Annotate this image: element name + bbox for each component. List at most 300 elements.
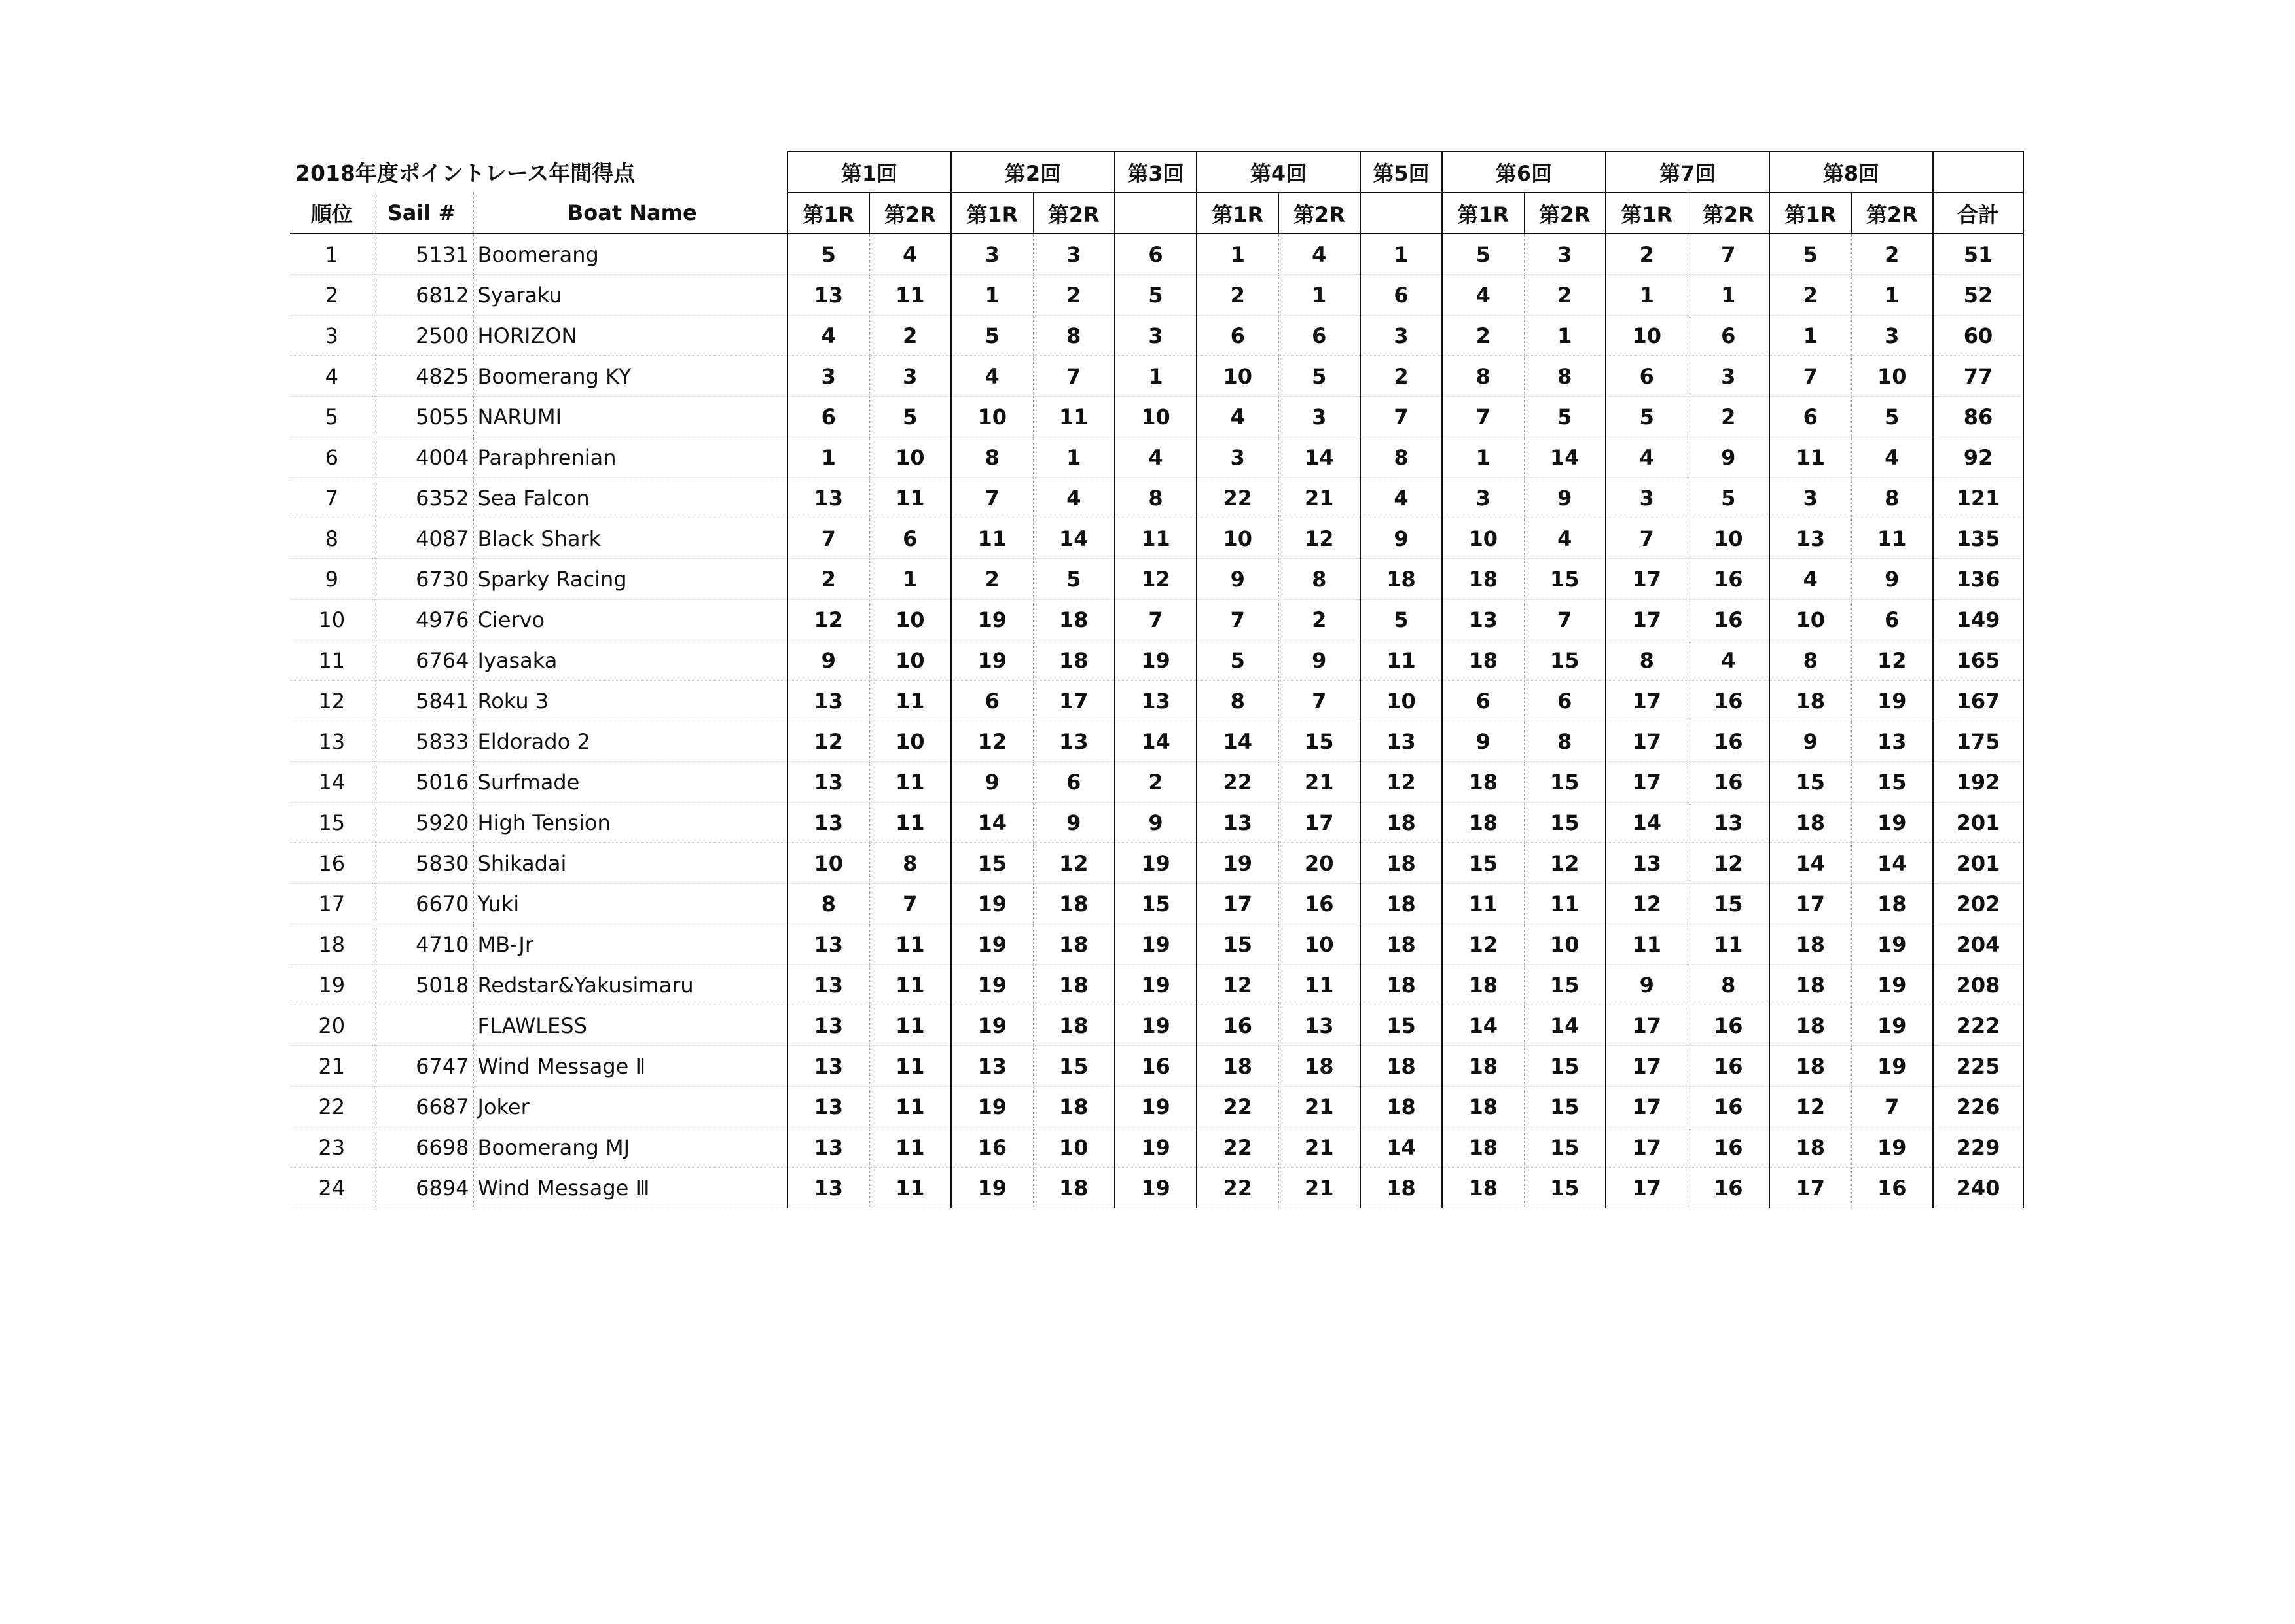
score-cell: 19 [951, 640, 1033, 681]
score-cell: 16 [1688, 762, 1769, 803]
score-cell: 11 [1851, 518, 1933, 559]
table-row [290, 600, 2023, 640]
score-cell: 11 [1360, 640, 1442, 681]
boat-name-cell: Ciervo [473, 600, 787, 640]
score-cell: 7 [1197, 600, 1278, 640]
score-cell: 16 [1278, 884, 1360, 924]
total-cell: 136 [1933, 559, 2023, 600]
total-cell: 222 [1933, 1005, 2023, 1046]
score-cell: 14 [1115, 721, 1197, 762]
table-row [290, 681, 2023, 721]
round-3-header: 第3回 [1115, 151, 1197, 192]
sail-number-cell: 6730 [374, 559, 473, 600]
score-cell: 11 [869, 275, 951, 316]
boat-name-cell: Boomerang KY [473, 356, 787, 397]
score-cell: 7 [1606, 518, 1688, 559]
score-cell: 14 [1442, 1005, 1524, 1046]
score-cell: 10 [951, 397, 1033, 437]
score-cell: 22 [1197, 1087, 1278, 1127]
score-cell: 8 [1851, 478, 1933, 518]
score-cell: 18 [1360, 843, 1442, 884]
rank-cell: 13 [290, 721, 374, 762]
boat-name-cell: Black Shark [473, 518, 787, 559]
sail-number-cell: 5018 [374, 965, 473, 1005]
rank-cell: 5 [290, 397, 374, 437]
score-cell: 6 [1033, 762, 1115, 803]
score-cell: 19 [951, 965, 1033, 1005]
score-cell: 11 [869, 965, 951, 1005]
score-cell: 18 [1033, 884, 1115, 924]
score-cell: 4 [1769, 559, 1851, 600]
boat-name-cell: Surfmade [473, 762, 787, 803]
table-row [290, 762, 2023, 803]
rank-cell: 20 [290, 1005, 374, 1046]
rank-cell: 4 [290, 356, 374, 397]
score-cell: 18 [1442, 762, 1524, 803]
score-cell: 19 [1115, 843, 1197, 884]
sail-number-cell: 4004 [374, 437, 473, 478]
sail-number-cell: 5055 [374, 397, 473, 437]
score-cell: 11 [1688, 924, 1769, 965]
score-cell: 18 [1033, 1087, 1115, 1127]
score-cell: 16 [1688, 1127, 1769, 1168]
score-cell: 4 [1115, 437, 1197, 478]
score-cell: 12 [1115, 559, 1197, 600]
score-cell: 3 [1769, 478, 1851, 518]
score-cell: 19 [1115, 1127, 1197, 1168]
score-cell: 12 [1278, 518, 1360, 559]
score-cell: 13 [1851, 721, 1933, 762]
rank-cell: 7 [290, 478, 374, 518]
table-row [290, 234, 2023, 275]
score-cell: 14 [1769, 843, 1851, 884]
score-cell: 13 [1360, 721, 1442, 762]
score-cell: 2 [1524, 275, 1606, 316]
table-row [290, 924, 2023, 965]
score-cell: 11 [1524, 884, 1606, 924]
score-cell: 18 [1360, 559, 1442, 600]
score-cell: 3 [1688, 356, 1769, 397]
score-cell: 18 [1442, 1127, 1524, 1168]
score-cell: 14 [1278, 437, 1360, 478]
sail-number-cell: 6698 [374, 1127, 473, 1168]
total-cell: 226 [1933, 1087, 2023, 1127]
score-cell: 1 [1033, 437, 1115, 478]
sail-number-cell: 4710 [374, 924, 473, 965]
total-cell: 92 [1933, 437, 2023, 478]
rank-cell: 16 [290, 843, 374, 884]
score-cell: 2 [1033, 275, 1115, 316]
rank-cell: 17 [290, 884, 374, 924]
score-cell: 15 [1524, 1127, 1606, 1168]
score-cell: 17 [1769, 884, 1851, 924]
score-cell: 12 [787, 721, 869, 762]
score-cell: 10 [1115, 397, 1197, 437]
score-cell: 8 [1442, 356, 1524, 397]
sail-number-cell: 5131 [374, 234, 473, 275]
score-cell: 7 [787, 518, 869, 559]
score-cell: 12 [1524, 843, 1606, 884]
score-cell: 3 [787, 356, 869, 397]
sail-number-cell: 2500 [374, 316, 473, 356]
score-cell: 8 [1524, 721, 1606, 762]
score-cell: 18 [1197, 1046, 1278, 1087]
score-cell: 18 [1442, 803, 1524, 843]
rank-cell: 1 [290, 234, 374, 275]
table-row [290, 397, 2023, 437]
score-cell: 18 [1442, 640, 1524, 681]
score-cell: 3 [869, 356, 951, 397]
rank-cell: 22 [290, 1087, 374, 1127]
score-cell: 18 [1033, 965, 1115, 1005]
points-table-sheet [290, 151, 2023, 1208]
score-cell: 11 [869, 803, 951, 843]
score-cell: 5 [1033, 559, 1115, 600]
score-cell: 6 [1115, 234, 1197, 275]
score-cell: 21 [1278, 1087, 1360, 1127]
score-cell: 1 [787, 437, 869, 478]
score-cell: 10 [869, 437, 951, 478]
total-cell: 52 [1933, 275, 2023, 316]
score-cell: 2 [1851, 234, 1933, 275]
score-cell: 8 [1769, 640, 1851, 681]
rank-cell: 2 [290, 275, 374, 316]
sail-number-cell: 4825 [374, 356, 473, 397]
score-cell: 7 [1115, 600, 1197, 640]
score-cell: 8 [869, 843, 951, 884]
title-row [290, 151, 2023, 192]
race-header: 第1R [1606, 192, 1688, 234]
score-cell: 18 [1769, 681, 1851, 721]
score-cell: 3 [1115, 316, 1197, 356]
column-header-row [290, 192, 2023, 234]
score-cell: 1 [1606, 275, 1688, 316]
score-cell: 18 [1769, 1127, 1851, 1168]
boat-name-cell: Roku 3 [473, 681, 787, 721]
race-header: 第1R [1442, 192, 1524, 234]
score-cell: 2 [951, 559, 1033, 600]
boat-name-cell: Sparky Racing [473, 559, 787, 600]
table-row [290, 518, 2023, 559]
race-header: 第1R [1197, 192, 1278, 234]
score-cell: 13 [1197, 803, 1278, 843]
total-cell: 77 [1933, 356, 2023, 397]
score-cell: 19 [1851, 1046, 1933, 1087]
score-cell: 15 [1033, 1046, 1115, 1087]
score-cell: 9 [787, 640, 869, 681]
score-cell: 1 [1115, 356, 1197, 397]
rank-cell: 21 [290, 1046, 374, 1087]
score-cell: 15 [1524, 1087, 1606, 1127]
score-cell: 6 [1769, 397, 1851, 437]
score-cell: 18 [1033, 600, 1115, 640]
total-cell: 165 [1933, 640, 2023, 681]
score-cell: 11 [951, 518, 1033, 559]
score-cell: 18 [1851, 884, 1933, 924]
boat-name-cell: FLAWLESS [473, 1005, 787, 1046]
score-cell: 10 [869, 600, 951, 640]
score-cell: 19 [951, 924, 1033, 965]
score-cell: 18 [1033, 640, 1115, 681]
score-cell: 15 [1851, 762, 1933, 803]
score-cell: 7 [1360, 397, 1442, 437]
boat-name-cell: Syaraku [473, 275, 787, 316]
score-cell: 9 [1278, 640, 1360, 681]
rank-cell: 24 [290, 1168, 374, 1208]
score-cell: 4 [1360, 478, 1442, 518]
score-cell: 18 [1442, 1168, 1524, 1208]
table-row [290, 1005, 2023, 1046]
score-cell: 17 [1606, 721, 1688, 762]
score-cell: 14 [1606, 803, 1688, 843]
score-cell: 18 [1769, 965, 1851, 1005]
race-header: 第1R [1769, 192, 1851, 234]
table-title: 2018年度ポイントレース年間得点 [295, 160, 636, 186]
rank-cell: 19 [290, 965, 374, 1005]
score-cell: 12 [1033, 843, 1115, 884]
score-cell: 9 [1360, 518, 1442, 559]
score-cell: 3 [1033, 234, 1115, 275]
sail-number-cell: 4087 [374, 518, 473, 559]
score-cell: 7 [1769, 356, 1851, 397]
table-row [290, 721, 2023, 762]
rank-cell: 6 [290, 437, 374, 478]
score-cell: 14 [1851, 843, 1933, 884]
score-cell: 10 [1278, 924, 1360, 965]
score-cell: 3 [1524, 234, 1606, 275]
score-cell: 12 [1442, 924, 1524, 965]
score-cell: 4 [1033, 478, 1115, 518]
score-cell: 5 [1851, 397, 1933, 437]
score-cell: 16 [1688, 1168, 1769, 1208]
score-cell: 12 [1606, 884, 1688, 924]
score-cell: 6 [1524, 681, 1606, 721]
score-cell: 15 [1769, 762, 1851, 803]
score-cell: 1 [1851, 275, 1933, 316]
boat-name-cell: Eldorado 2 [473, 721, 787, 762]
boat-name-cell: Boomerang [473, 234, 787, 275]
score-cell: 13 [1606, 843, 1688, 884]
score-cell: 13 [1115, 681, 1197, 721]
score-cell: 10 [1442, 518, 1524, 559]
score-cell: 19 [1851, 965, 1933, 1005]
score-cell: 18 [1769, 924, 1851, 965]
score-cell: 3 [1278, 397, 1360, 437]
rank-cell: 18 [290, 924, 374, 965]
sail-number-cell: 6812 [374, 275, 473, 316]
rank-cell: 14 [290, 762, 374, 803]
score-cell: 18 [1442, 559, 1524, 600]
score-cell: 3 [1606, 478, 1688, 518]
score-cell: 10 [1769, 600, 1851, 640]
score-cell: 4 [1278, 234, 1360, 275]
rank-cell: 15 [290, 803, 374, 843]
score-cell: 7 [1278, 681, 1360, 721]
score-cell: 8 [1524, 356, 1606, 397]
score-cell: 7 [951, 478, 1033, 518]
score-cell: 5 [1606, 397, 1688, 437]
score-cell: 10 [1688, 518, 1769, 559]
score-cell: 1 [869, 559, 951, 600]
sail-number-cell: 6764 [374, 640, 473, 681]
score-cell: 16 [1197, 1005, 1278, 1046]
score-cell: 13 [787, 275, 869, 316]
score-cell: 17 [1769, 1168, 1851, 1208]
score-cell: 13 [787, 762, 869, 803]
score-cell: 13 [1033, 721, 1115, 762]
round-6-header: 第6回 [1442, 151, 1606, 192]
score-cell: 16 [951, 1127, 1033, 1168]
score-cell: 8 [1115, 478, 1197, 518]
score-cell: 10 [1033, 1127, 1115, 1168]
total-cell: 175 [1933, 721, 2023, 762]
score-cell: 8 [1360, 437, 1442, 478]
score-cell: 1 [1197, 234, 1278, 275]
score-cell: 15 [1524, 1168, 1606, 1208]
sail-number-cell: 5833 [374, 721, 473, 762]
round-1-header: 第1回 [787, 151, 951, 192]
boat-name-cell: NARUMI [473, 397, 787, 437]
score-cell: 10 [869, 640, 951, 681]
race-header: 第2R [1688, 192, 1769, 234]
score-cell: 2 [1769, 275, 1851, 316]
score-cell: 17 [1606, 1046, 1688, 1087]
total-cell: 167 [1933, 681, 2023, 721]
score-cell: 5 [787, 234, 869, 275]
score-cell: 16 [1115, 1046, 1197, 1087]
score-cell: 10 [1197, 356, 1278, 397]
boat-name-cell: Iyasaka [473, 640, 787, 681]
score-cell: 13 [787, 1168, 869, 1208]
score-cell: 5 [1688, 478, 1769, 518]
score-cell: 18 [1442, 1046, 1524, 1087]
score-cell: 2 [1278, 600, 1360, 640]
score-cell: 10 [1524, 924, 1606, 965]
score-cell: 6 [787, 397, 869, 437]
score-cell: 13 [951, 1046, 1033, 1087]
score-cell: 11 [869, 478, 951, 518]
score-cell: 16 [1851, 1168, 1933, 1208]
points-table [290, 151, 2024, 1208]
score-cell: 9 [1115, 803, 1197, 843]
table-row [290, 640, 2023, 681]
score-cell: 15 [951, 843, 1033, 884]
score-cell: 8 [1197, 681, 1278, 721]
score-cell: 6 [951, 681, 1033, 721]
score-cell: 16 [1688, 681, 1769, 721]
boat-name-cell: Sea Falcon [473, 478, 787, 518]
score-cell: 11 [869, 1127, 951, 1168]
score-cell: 3 [1851, 316, 1933, 356]
score-cell: 17 [1606, 1127, 1688, 1168]
score-cell: 17 [1606, 1168, 1688, 1208]
score-cell: 10 [1360, 681, 1442, 721]
score-cell: 11 [1278, 965, 1360, 1005]
score-cell: 16 [1688, 721, 1769, 762]
score-cell: 17 [1606, 762, 1688, 803]
score-cell: 18 [1360, 924, 1442, 965]
round-8-header: 第8回 [1769, 151, 1933, 192]
score-cell: 10 [869, 721, 951, 762]
total-cell: 51 [1933, 234, 2023, 275]
total-cell: 208 [1933, 965, 2023, 1005]
score-cell: 14 [1197, 721, 1278, 762]
score-cell: 1 [1769, 316, 1851, 356]
boat-name-cell: High Tension [473, 803, 787, 843]
score-cell: 19 [951, 600, 1033, 640]
score-cell: 13 [787, 1087, 869, 1127]
rank-cell: 3 [290, 316, 374, 356]
score-cell: 18 [1278, 1046, 1360, 1087]
round-5-header: 第5回 [1360, 151, 1442, 192]
score-cell: 9 [1769, 721, 1851, 762]
score-cell: 9 [1033, 803, 1115, 843]
score-cell: 6 [1851, 600, 1933, 640]
score-cell: 4 [1524, 518, 1606, 559]
rank-cell: 8 [290, 518, 374, 559]
score-cell: 11 [1606, 924, 1688, 965]
score-cell: 2 [869, 316, 951, 356]
score-cell: 22 [1197, 1127, 1278, 1168]
score-cell: 13 [787, 965, 869, 1005]
score-cell: 14 [1524, 437, 1606, 478]
score-cell: 8 [1033, 316, 1115, 356]
boat-name-cell: Joker [473, 1087, 787, 1127]
boat-name-cell: Boomerang MJ [473, 1127, 787, 1168]
sail-column-header: Sail # [374, 192, 473, 234]
score-cell: 6 [1360, 275, 1442, 316]
score-cell: 5 [1524, 397, 1606, 437]
score-cell: 2 [1442, 316, 1524, 356]
score-cell: 19 [951, 884, 1033, 924]
sail-number-cell: 6687 [374, 1087, 473, 1127]
score-cell: 1 [951, 275, 1033, 316]
score-cell: 15 [1278, 721, 1360, 762]
score-cell: 6 [1197, 316, 1278, 356]
sail-number-cell: 5016 [374, 762, 473, 803]
score-cell: 13 [787, 478, 869, 518]
race-header: 第2R [1851, 192, 1933, 234]
score-cell: 2 [1360, 356, 1442, 397]
score-cell: 11 [1442, 884, 1524, 924]
score-cell: 17 [1197, 884, 1278, 924]
score-cell: 6 [869, 518, 951, 559]
total-cell: 225 [1933, 1046, 2023, 1087]
score-cell: 19 [1115, 640, 1197, 681]
score-cell: 1 [1278, 275, 1360, 316]
score-cell: 11 [1033, 397, 1115, 437]
score-cell: 17 [1278, 803, 1360, 843]
score-cell: 13 [787, 1127, 869, 1168]
score-cell: 18 [1360, 803, 1442, 843]
score-cell: 19 [1197, 843, 1278, 884]
score-cell: 15 [1524, 762, 1606, 803]
total-column-header: 合計 [1933, 192, 2023, 234]
score-cell: 19 [1115, 1005, 1197, 1046]
score-cell: 6 [1278, 316, 1360, 356]
score-cell: 17 [1606, 600, 1688, 640]
total-cell: 60 [1933, 316, 2023, 356]
score-cell: 4 [951, 356, 1033, 397]
score-cell: 19 [1115, 924, 1197, 965]
score-cell: 4 [787, 316, 869, 356]
total-cell: 204 [1933, 924, 2023, 965]
sail-number-cell: 6352 [374, 478, 473, 518]
score-cell: 19 [1851, 803, 1933, 843]
score-cell: 14 [1033, 518, 1115, 559]
score-cell: 18 [1360, 1168, 1442, 1208]
score-cell: 14 [1524, 1005, 1606, 1046]
